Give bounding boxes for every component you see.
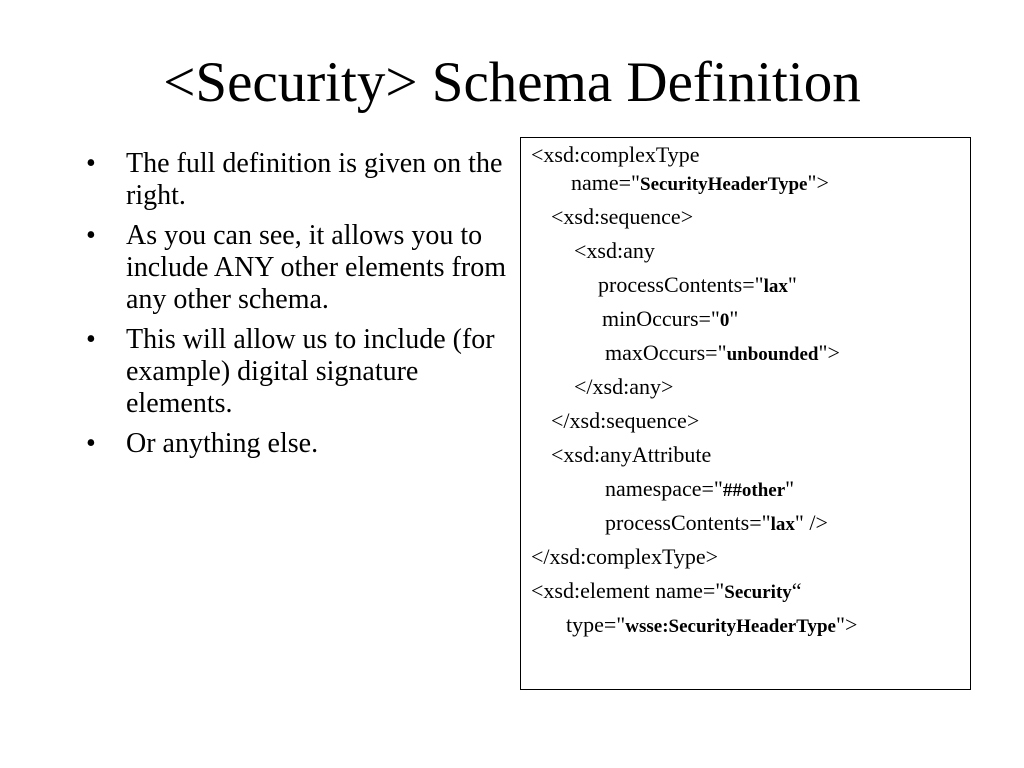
code-line [574, 374, 673, 400]
code-value: lax [763, 276, 788, 297]
code-line [574, 238, 655, 264]
bullet-icon: • [86, 148, 96, 179]
bullet-item [86, 324, 506, 420]
code-text: </xsd:any> [574, 374, 674, 399]
bullet-icon: • [86, 324, 96, 355]
code-text: " /> [794, 510, 828, 535]
code-text: </xsd:complexType> [531, 544, 719, 569]
code-text: "> [835, 612, 858, 637]
code-text: "> [818, 340, 840, 365]
code-line [602, 306, 738, 334]
code-line [571, 170, 829, 198]
code-line [551, 204, 693, 230]
code-text: <xsd:element name=" [531, 578, 725, 603]
code-line [598, 272, 797, 300]
schema-code-box [520, 137, 971, 690]
bullet-item [86, 220, 506, 316]
code-text: <xsd:anyAttribute [551, 442, 712, 467]
code-text: "> [807, 170, 829, 195]
code-line [551, 408, 699, 434]
bullet-item [86, 148, 506, 212]
code-value: 0 [719, 310, 730, 331]
code-text: <xsd:any [574, 238, 655, 263]
code-text: minOccurs=" [602, 306, 720, 331]
code-value: unbounded [726, 344, 819, 365]
code-value: Security [724, 582, 792, 603]
code-line [605, 510, 828, 538]
code-text: processContents=" [598, 272, 764, 297]
code-text: <xsd:sequence> [551, 204, 694, 229]
code-value: lax [770, 514, 795, 535]
code-text: " [785, 476, 795, 501]
code-text: " [787, 272, 797, 297]
code-value: wsse:SecurityHeaderType [625, 616, 836, 637]
code-line [551, 442, 711, 468]
code-line [531, 578, 802, 606]
code-text: namespace=" [605, 476, 723, 501]
code-text: name=" [571, 170, 641, 195]
code-text: " [729, 306, 739, 331]
bullet-icon: • [86, 428, 96, 459]
bullet-icon: • [86, 220, 96, 251]
code-text: processContents=" [605, 510, 771, 535]
code-line [531, 544, 718, 570]
code-text: “ [791, 578, 802, 603]
code-text: </xsd:sequence> [551, 408, 700, 433]
bullet-item [86, 428, 506, 460]
code-value: ##other [722, 480, 786, 501]
bullet-text: The full definition is given on the right. [126, 148, 503, 211]
code-line [605, 476, 794, 504]
code-value: SecurityHeaderType [640, 174, 808, 195]
bullet-list [86, 148, 506, 468]
code-line [566, 612, 857, 640]
bullet-text: Or anything else. [126, 428, 319, 459]
code-line [531, 142, 700, 168]
slide-title: <Security> Schema Definition [163, 51, 861, 114]
code-text: maxOccurs=" [605, 340, 727, 365]
code-line [605, 340, 840, 368]
bullet-text: As you can see, it allows you to include ANY other elements from any other schema. [126, 220, 506, 315]
bullet-text: This will allow us to include (for example) digital signature elements. [126, 324, 495, 419]
code-text: type=" [566, 612, 626, 637]
code-text: <xsd:complexType [531, 142, 700, 167]
